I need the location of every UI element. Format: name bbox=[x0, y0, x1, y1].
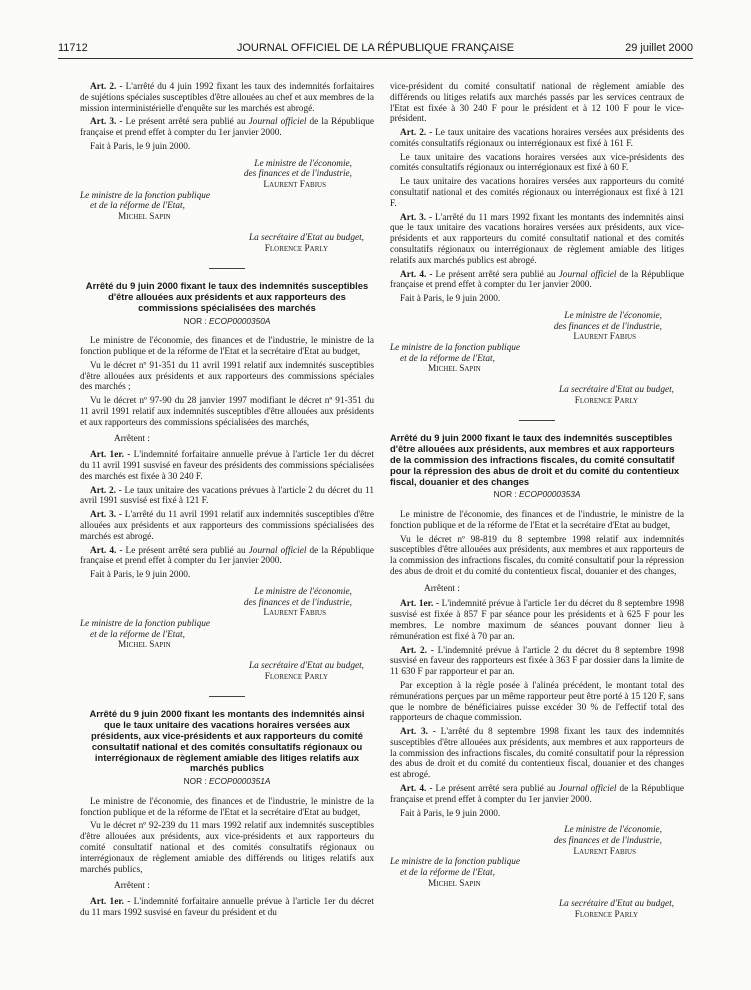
arretent: Arrêtent : bbox=[114, 881, 150, 892]
article-1: Art. 1er. - L'indemnité prévue à l'article 1er du décret du 8 septembre 1998 susvisé est fixée à 857 F par séance pour les présidents et à 625 F pour les membres. Le nombre maximum de séances pouvant donner lieu à rémunération est fixé à 70 par an. bbox=[390, 599, 685, 642]
paragraph: Par exception à la règle posée à l'alinéa précédent, le montant total des rémunérations perçues par un même rapporteur peut être porté à 15 120 F, sans que le nombre de bénéficiaires puisse excéder 30 % de l'effectif total des rapporteurs de chaque commission. bbox=[390, 680, 684, 724]
paragraph: Le taux unitaire des vacations horaires versées aux rapporteurs du comité consultatif national et des comités régionaux ou interrégionaux est fixé à 121 F. bbox=[390, 177, 684, 209]
signature-fonction-publique: Le ministre de la fonction publique et de la réforme de l'Etat, Michel Sapin bbox=[390, 857, 521, 889]
preamble: Le ministre de l'économie, des finances et de l'industrie, le ministre de la fonction publique et de la réforme de l'Etat et la secrétaire d'Etat au budget, bbox=[80, 336, 374, 358]
article-1: Art. 1er. - L'indemnité forfaitaire annuelle prévue à l'article 1er du décret du 11 avril 1991 susvisé en faveur des présidents des commissions spécialisées des marchés est fixée à 30 240 F. bbox=[80, 450, 374, 482]
signature-fonction-publique: Le ministre de la fonction publique et de la réforme de l'Etat, Michel Sapin bbox=[80, 618, 211, 651]
paragraph: Le taux unitaire des vacations horaires versées aux vice-présidents des comités consultatifs régionaux ou interrégionaux est fixé à 60 F. bbox=[390, 152, 684, 174]
issue-date: 29 juillet 2000 bbox=[625, 42, 693, 54]
article-3: Art. 3. - L'arrêté du 11 avril 1991 relatif aux indemnités susceptibles d'être allouées aux présidents et aux rapporteurs des commissions spécialisées des marchés est abrogé. bbox=[80, 510, 375, 542]
left-column bbox=[80, 82, 374, 922]
nor-reference: NOR : ECOP0000353A bbox=[493, 489, 581, 500]
arretent: Arrêtent : bbox=[114, 434, 150, 445]
article-3: Art. 3. - Le présent arrêté sera publié au Journal officiel de la République française et prend effet à compter du 1er janvier 2000. bbox=[80, 117, 374, 139]
arrete-title: Arrêté du 9 juin 2000 fixant le taux des indemnités susceptibles d'être allouées aux présidents, aux membres et aux rapporteurs de la commission des infractions fiscales, du comité consultatif pour la répression des abus de droit et du comité du contentieux fiscal, douanier et des changes bbox=[390, 432, 680, 487]
visa: Vu le décret nº 92-239 du 11 mars 1992 relatif aux indemnités susceptibles d'être allouées aux présidents, aux vice-présidents et aux rapporteurs du comité consultatif national et des comités consultatifs régionaux ou interrégionaux de règlement amiable des différends ou litiges relatifs aux marchés publics, bbox=[80, 821, 374, 875]
signature-date: Fait à Paris, le 9 juin 2000. bbox=[400, 808, 501, 819]
article-2: Art. 2. - L'arrêté du 4 juin 1992 fixant les taux des indemnités forfaitaires de sujétions spéciales susceptibles d'être allouées au chef et aux membres de la mission interministérielle d'enquête sur les marchés est abrogé. bbox=[80, 82, 374, 114]
separator bbox=[209, 696, 245, 697]
article-continuation: vice-président du comité consultatif national de règlement amiable des différends ou litiges relatifs aux marchés passés par les services centraux de l'Etat est fixée à 30 240 F pour le président et à 12 100 F pour le vice-président. bbox=[390, 82, 684, 125]
nor-reference: NOR : ECOP0000350A bbox=[183, 315, 271, 326]
signature-date: Fait à Paris, le 9 juin 2000. bbox=[90, 141, 191, 152]
signature-budget: La secrétaire d'Etat au budget, Florence Parly bbox=[249, 232, 364, 254]
article-3: Art. 3. - L'arrêté du 11 mars 1992 fixant les montants des indemnités ainsi que le taux unitaire des vacations horaires versées aux présidents, aux vice-présidents et aux rapporteurs du comité consultatif national et des comités consultatifs régionaux ou interrégionaux de règlement amiable des litiges relatifs aux marchés publics est abrogé. bbox=[390, 212, 685, 266]
arretent: Arrêtent : bbox=[424, 583, 460, 594]
signature-economie: Le ministre de l'économie, des finances et de l'industrie, Laurent Fabius bbox=[243, 586, 352, 619]
signature-fonction-publique: Le ministre de la fonction publique et de la réforme de l'Etat, Michel Sapin bbox=[80, 190, 211, 223]
article-4: Art. 4. - Le présent arrêté sera publié au Journal officiel de la République française et prend effet à compter du 1er janvier 2000. bbox=[390, 783, 684, 805]
nor-reference: NOR : ECOP0000351A bbox=[183, 776, 271, 787]
signature-economie: Le ministre de l'économie, des finances et de l'industrie, Laurent Fabius bbox=[243, 158, 352, 191]
separator bbox=[209, 268, 245, 269]
page-header bbox=[58, 42, 693, 59]
visa: Vu le décret nº 98-819 du 8 septembre 1998 relatif aux indemnités susceptibles d'être allouées aux présidents, aux membres et aux rapporteurs de la commission des infractions fiscales, du comité consultatif pour la répression des abus de droit et du comité du contentieux fiscal, douanier et des changes, bbox=[390, 534, 684, 577]
arrete-title: Arrêté du 9 juin 2000 fixant les montants des indemnités ainsi que le taux unitaire des vacations horaires versées aux présidents, aux vice-présidents et aux rapporteurs du comité consultatif national et des comités consultatifs régionaux ou interrégionaux de règlement amiable des litiges relatifs aux marchés publics bbox=[89, 708, 365, 774]
visa: Vu le décret nº 91-351 du 11 avril 1991 relatif aux indemnités susceptibles d'être allouées aux présidents et aux rapporteurs des commissions spéciales des marchés ; bbox=[80, 360, 374, 393]
article-2: Art. 2. - Le taux unitaire des vacations prévues à l'article 2 du décret du 11 avril 1991 susvisé est fixé à 121 F. bbox=[80, 485, 374, 507]
signature-date: Fait à Paris, le 9 juin 2000. bbox=[400, 294, 501, 305]
signature-fonction-publique: Le ministre de la fonction publique et de la réforme de l'Etat, Michel Sapin bbox=[390, 342, 521, 375]
article-1: Art. 1er. - L'indemnité forfaitaire annuelle prévue à l'article 1er du décret du 11 mars 1992 susvisé en faveur du président et du bbox=[80, 897, 374, 918]
journal-title: JOURNAL OFFICIEL DE LA RÉPUBLIQUE FRANÇAISE bbox=[236, 42, 515, 54]
article-4: Art. 4. - Le présent arrêté sera publié au Journal officiel de la République française et prend effet à compter du 1er janvier 2000. bbox=[80, 545, 374, 567]
preamble: Le ministre de l'économie, des finances et de l'industrie, le ministre de la fonction publique et de la réforme de l'Etat et la secrétaire d'Etat au budget, bbox=[390, 510, 684, 531]
preamble: Le ministre de l'économie, des finances et de l'industrie, le ministre de la fonction publique et de la réforme de l'Etat et la secrétaire d'Etat au budget, bbox=[80, 796, 374, 818]
article-2: Art. 2. - Le taux unitaire des vacations horaires versées aux présidents des comités consultatifs régionaux ou interrégionaux est fixé à 161 F. bbox=[390, 128, 684, 149]
signature-economie: Le ministre de l'économie, des finances et de l'industrie, Laurent Fabius bbox=[553, 825, 662, 857]
article-2: Art. 2. - L'indemnité prévue à l'article 2 du décret du 8 septembre 1998 susvisé en faveur des rapporteurs est fixée à 363 F par dossier dans la limite de 11 630 F par rapporteur et par an. bbox=[390, 645, 684, 678]
article-3: Art. 3. - L'arrêté du 8 septembre 1998 fixant les taux des indemnités susceptibles d'être allouées aux présidents, aux membres et aux rapporteurs de la commission des infractions fiscales, du comité consultatif pour la répression des abus de droit et du comité du contentieux fiscal, douanier et des changes est abrogé. bbox=[390, 727, 684, 781]
arrete-title: Arrêté du 9 juin 2000 fixant le taux des indemnités susceptibles d'être allouées aux présidents et aux rapporteurs des commissions spécialisées des marchés bbox=[85, 280, 369, 313]
signature-budget: La secrétaire d'Etat au budget, Florence Parly bbox=[249, 660, 364, 682]
right-column bbox=[390, 82, 684, 921]
signature-economie: Le ministre de l'économie, des finances et de l'industrie, Laurent Fabius bbox=[553, 310, 662, 343]
article-4: Art. 4. - Le présent arrêté sera publié au Journal officiel de la République française et prend effet à compter du 1er janvier 2000. bbox=[390, 269, 684, 291]
signature-date: Fait à Paris, le 9 juin 2000. bbox=[90, 570, 191, 581]
visa: Vu le décret nº 97-90 du 28 janvier 1997 modifiant le décret nº 91-351 du 11 avril 1991 relatif aux indemnités susceptibles d'être allouées aux présidents et aux rapporteurs des commissions spécialisées des marchés, bbox=[80, 396, 374, 428]
separator bbox=[519, 420, 555, 421]
signature-budget: La secrétaire d'Etat au budget, Florence Parly bbox=[559, 899, 674, 921]
page-number: 11712 bbox=[58, 42, 88, 54]
signature-budget: La secrétaire d'Etat au budget, Florence Parly bbox=[559, 384, 674, 406]
